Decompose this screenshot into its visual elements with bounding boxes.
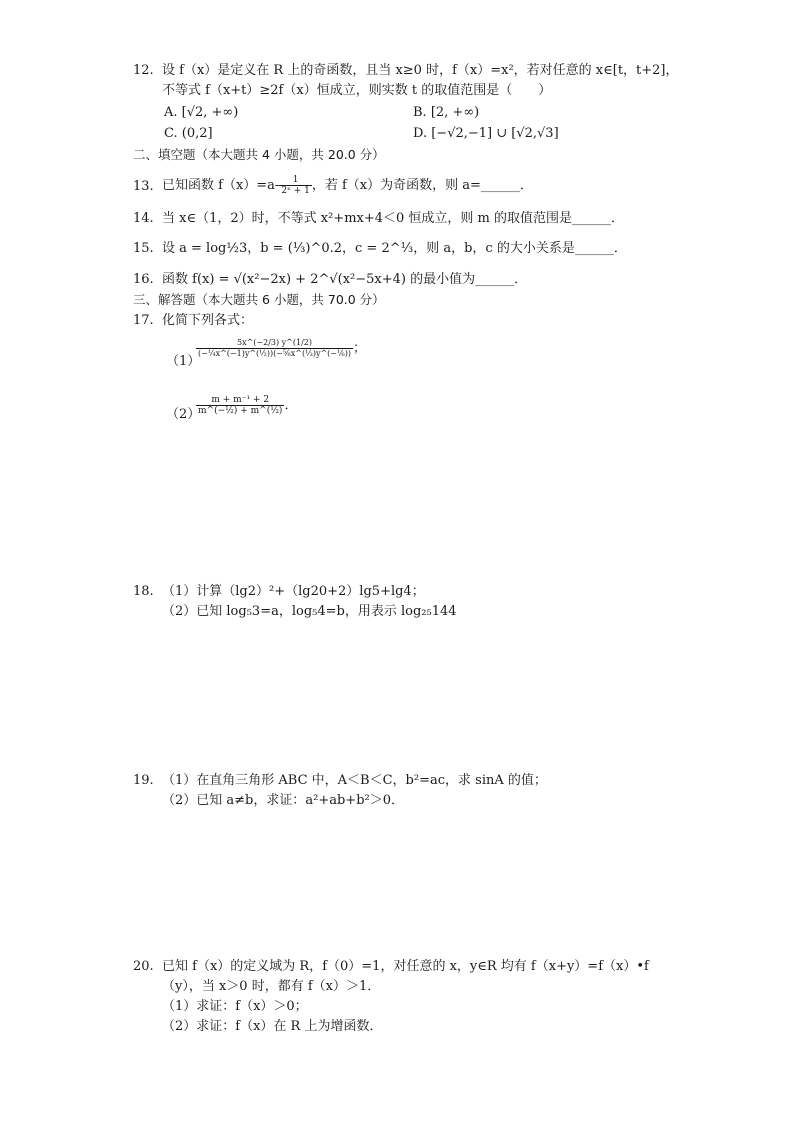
- option-c: C. (0,2]: [164, 126, 213, 141]
- question-20-line-2: （y），当 x＞0 时，都有 f（x）＞1．: [162, 979, 381, 994]
- question-19-line-2: （2）已知 a≠b，求证：a²+ab+b²＞0．: [162, 793, 404, 808]
- question-19-line-1: （1）在直角三角形 ABC 中，A＜B＜C，b²=ac，求 sinA 的值；: [162, 773, 547, 788]
- question-17-part-1-fraction: [196, 338, 353, 359]
- question-number-17: 17.: [133, 313, 154, 328]
- question-20-line-3: （1）求证：f（x）＞0；: [162, 999, 308, 1014]
- question-number-20: 20.: [133, 959, 154, 974]
- question-17-part-2-fraction: [196, 395, 284, 416]
- question-20-line-1: 已知 f（x）的定义域为 R，f（0）=1，对任意的 x，y∈R 均有 f（x+y）=f（x）•f: [162, 959, 649, 974]
- question-12-line-2: 不等式 f（x+t）≥2f（x）恒成立，则实数 t 的取值范围是（ ）: [162, 83, 552, 98]
- question-13-numerator: 1: [279, 175, 312, 186]
- question-17-part-2-label: （2）: [166, 407, 201, 422]
- option-d: D. [−√2,−1] ∪ [√2,√3]: [413, 126, 559, 141]
- question-number-12: 12.: [133, 63, 154, 78]
- question-number-19: 19.: [133, 773, 154, 788]
- question-16-text: 函数 f(x) = √(x²−2x) + 2^√(x²−5x+4) 的最小值为______．: [162, 272, 528, 287]
- option-a: A. [√2, +∞): [164, 105, 239, 120]
- question-17-title: 化简下列各式：: [162, 313, 254, 328]
- question-18-line-2: （2）已知 log₅3=a，log₅4=b，用表示 log₂₅144: [162, 604, 457, 619]
- section-heading-solutions: 三、解答题（本大题共 6 小题，共 70.0 分）: [133, 292, 385, 307]
- question-13-denominator: 2ˣ + 1: [281, 186, 310, 196]
- question-number-16: 16.: [133, 272, 154, 287]
- question-number-18: 18.: [133, 584, 154, 599]
- question-number-14: 14.: [133, 211, 154, 226]
- question-12-line-1: 设 f（x）是定义在 R 上的奇函数，且当 x≥0 时，f（x）=x²，若对任意的 x∈[t，t+2]，: [162, 63, 679, 78]
- question-17-part-1-expr: [196, 337, 366, 361]
- question-20-line-4: （2）求证：f（x）在 R 上为增函数．: [162, 1019, 383, 1034]
- question-17-part-2-expr: [196, 394, 297, 418]
- question-18-line-1: （1）计算（lg2）²+（lg20+2）lg5+lg4；: [162, 584, 425, 599]
- question-17-part-1-numerator: 5x^(−2/3) y^(1/2): [196, 338, 353, 349]
- option-b: B. [2, +∞): [413, 105, 480, 120]
- section-heading-fill-in: 二、填空题（本大题共 4 小题，共 20.0 分）: [133, 147, 385, 162]
- question-number-15: 15.: [133, 241, 154, 256]
- question-17-part-1-end: ；: [353, 341, 367, 356]
- question-15-text: 设 a = log½3，b = (⅓)^0.2，c = 2^⅓，则 a，b，c 的大小关系是______．: [162, 241, 627, 256]
- question-17-part-1-denominator: (−¼x^(−1)y^(½))(−⅚x^(⅓)y^(−⅙)): [198, 349, 351, 358]
- question-14-text: 当 x∈（1，2）时，不等式 x²+mx+4＜0 恒成立，则 m 的取值范围是______．: [162, 211, 625, 226]
- question-13-text: [162, 171, 533, 201]
- question-17-part-2-numerator: m + m⁻¹ + 2: [196, 395, 284, 406]
- question-17-part-2-denominator: m^(−½) + m^(½): [198, 406, 283, 416]
- question-17-part-1-label: （1）: [166, 354, 201, 369]
- question-number-13: 13.: [133, 179, 154, 194]
- question-13-fraction: [279, 175, 312, 196]
- question-17-part-2-end: ．: [284, 398, 298, 413]
- question-13-prefix: 已知函数 f（x）=a-: [162, 178, 280, 193]
- question-13-suffix: ，若 f（x）为奇函数，则 a=______．: [311, 178, 533, 193]
